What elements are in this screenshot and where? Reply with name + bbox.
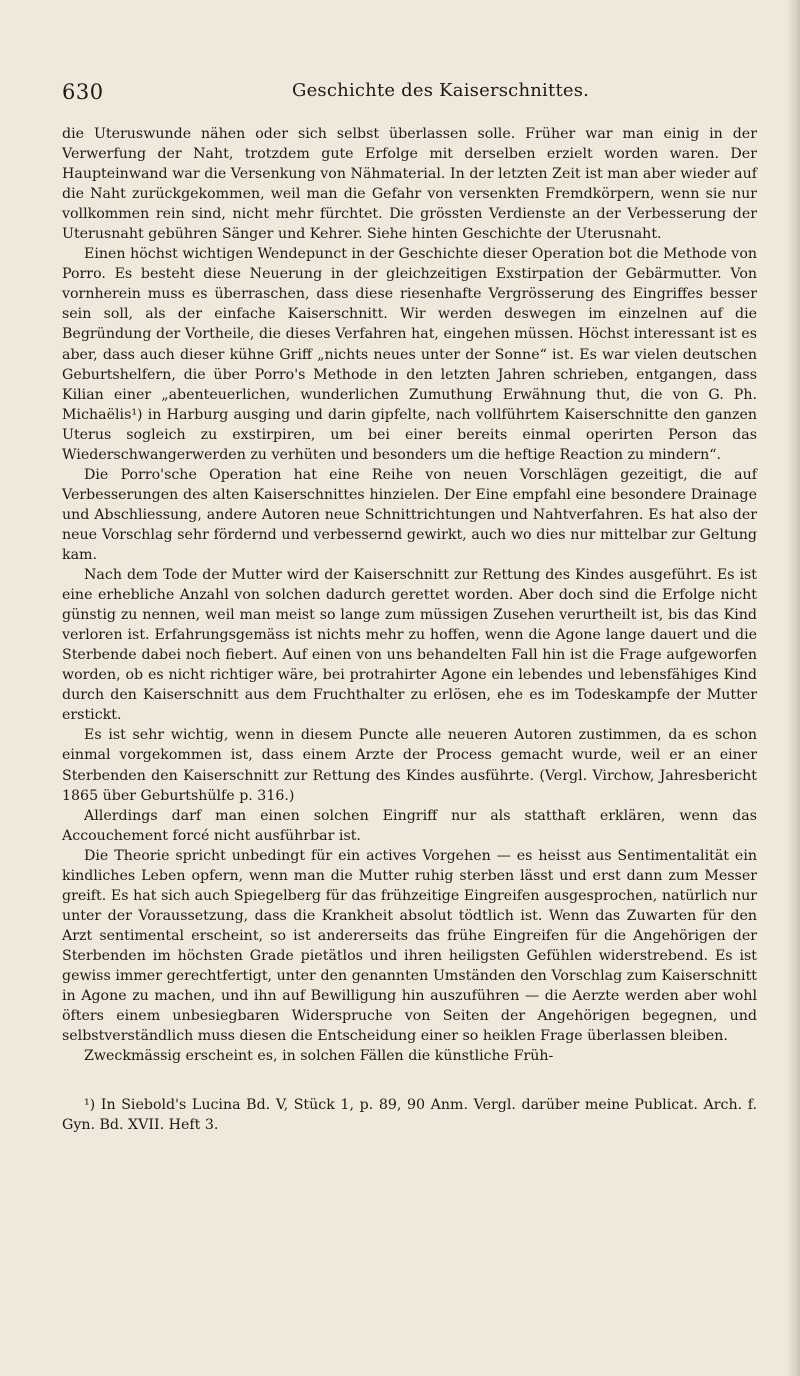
paragraph-accouchement-force: Allerdings darf man einen solchen Eingriff nur als statthaft erklären, wenn das Accouchement forcé nicht ausführbar ist. (62, 807, 757, 844)
paragraph-porro-method: Einen höchst wichtigen Wendepunct in der Geschichte dieser Operation bot die Methode von Porro. Es besteht diese Neuerung in der gleichzeitigen Exstirpation der Gebärmutter. Von vornherein muss es überraschen, dass diese riesenhafte Vergrösserung des Eingriffes besser sein soll, als der einfache Kaiserschnitt. Wir werden deswegen im einzelnen auf die Begründung der Vortheile, die dieses Verfahren hat, eingehen müssen. Höchst interessant ist es aber, dass auch dieser kühne Griff „nichts neues unter der Sonne“ ist. Es war vielen deutschen Geburtshelfern, die über Porro's Methode in den letzten Jahren schrieben, entgangen, dass Kilian einer „abenteuerlichen, wunderlichen Zumuthung Erwähnung thut, die von G. Ph. Michaëlis¹) in Harburg ausging und darin gipfelte, nach vollführtem Kaiserschnitte den ganzen Uterus sogleich zu exstirpiren, um bei einer bereits einmal operirten Person das Wiederschwangerwerden zu verhüten und besonders um die heftige Reaction zu mindern“. (62, 246, 757, 463)
paragraph-theory-active: Die Theorie spricht unbedingt für ein actives Vorgehen — es heisst aus Sentimentalität ein kindliches Leben opfern, wenn man die Mutter ruhig sterben lässt und erst dann zum Messer greift. Es hat sich auch Spiegelberg für das frühzeitige Eingreifen ausgesprochen, natürlich nur unter der Voraussetzung, dass die Krankheit absolut tödtlich ist. Wenn das Zuwarten für den Arzt sentimental erscheint, so ist andererseits das frühe Eingreifen für die Angehörigen der Sterbenden im höchsten Grade pietätlos und ihren heiligsten Gefühlen widerstrebend. Es ist gewiss immer gerechtfertigt, unter den genannten Umständen den Vorschlag zum Kaiserschnitt in Agone zu machen, und ihn auf Bewilligung hin auszuführen — die Aerzte werden aber wohl öfters einem unbesiegbaren Widerspruche von Seiten der Angehörigen begegnen, und selbstverständlich muss diesen die Entscheidung einer so heiklen Frage überlassen bleiben. (62, 847, 757, 1045)
page-header (62, 80, 752, 106)
footnote-text: ¹) In Siebold's Lucina Bd. V, Stück 1, p. 89, 90 Anm. Vergl. darüber meine Publicat. Arch. f. Gyn. Bd. XVII. Heft 3. (62, 1097, 757, 1133)
paragraph-postmortem-section: Nach dem Tode der Mutter wird der Kaiserschnitt zur Rettung des Kindes ausgeführt. Es ist eine erhebliche Anzahl von solchen dadurch gerettet worden. Aber doch sind die Erfolge nicht günstig zu nennen, weil man meist so lange zum müssigen Zusehen verurtheilt ist, bis das Kind verloren ist. Erfahrungsgemäss ist nichts mehr zu hoffen, wenn die Agone lange dauert und die Sterbende dabei noch fiebert. Auf einen von uns behandelten Fall hin ist die Frage aufgeworfen worden, ob es nicht richtiger wäre, bei protrahirter Agone ein lebendes und lebensfähiges Kind durch den Kaiserschnitt aus dem Fruchthalter zu erlösen, ehe es im Todeskampfe der Mutter erstickt. (62, 567, 757, 724)
paragraph-continuation: Zweckmässig erscheint es, in solchen Fällen die künstliche Früh- (84, 1048, 554, 1065)
paragraph-legal-importance: Es ist sehr wichtig, wenn in diesem Puncte alle neueren Autoren zustimmen, da es schon einmal vorgekommen ist, dass einem Arzte der Process gemacht wurde, weil er an einer Sterbenden den Kaiserschnitt zur Rettung des Kindes ausführte. (Vergl. Virchow, Jahresbericht 1865 über Geburtshülfe p. 316.) (62, 727, 757, 804)
running-title: Geschichte des Kaiserschnittes. (292, 80, 590, 101)
page-number: 630 (62, 80, 104, 104)
paragraph-porro-proposals: Die Porro'sche Operation hat eine Reihe von neuen Vorschlägen gezeitigt, die auf Verbesserungen des alten Kaiserschnittes hinzielen. Der Eine empfahl eine besondere Drainage und Abschliessung, andere Autoren neue Schnittrichtungen und Nahtverfahren. Es hat also der neue Vorschlag sehr fördernd und verbessernd gewirkt, auch wo dies nur mittelbar zur Geltung kam. (62, 466, 757, 563)
paragraph-uterine-suture: die Uteruswunde nähen oder sich selbst überlassen solle. Früher war man einig in der Verwerfung der Naht, trotzdem gute Erfolge mit derselben erzielt worden waren. Der Haupteinwand war die Versenkung von Nähmaterial. In der letzten Zeit ist man aber wieder auf die Naht zurückgekommen, weil man die Gefahr von versenkten Fremdkörpern, wenn sie nur vollkommen rein sind, nicht mehr fürchtet. Die grössten Verdienste an der Verbesserung der Uterusnaht gebühren Sänger und Kehrer. Siehe hinten Geschichte der Uterusnaht. (62, 126, 757, 243)
footnote (62, 1095, 757, 1135)
page-edge-shadow (786, 0, 800, 1376)
body-text (62, 124, 757, 1066)
